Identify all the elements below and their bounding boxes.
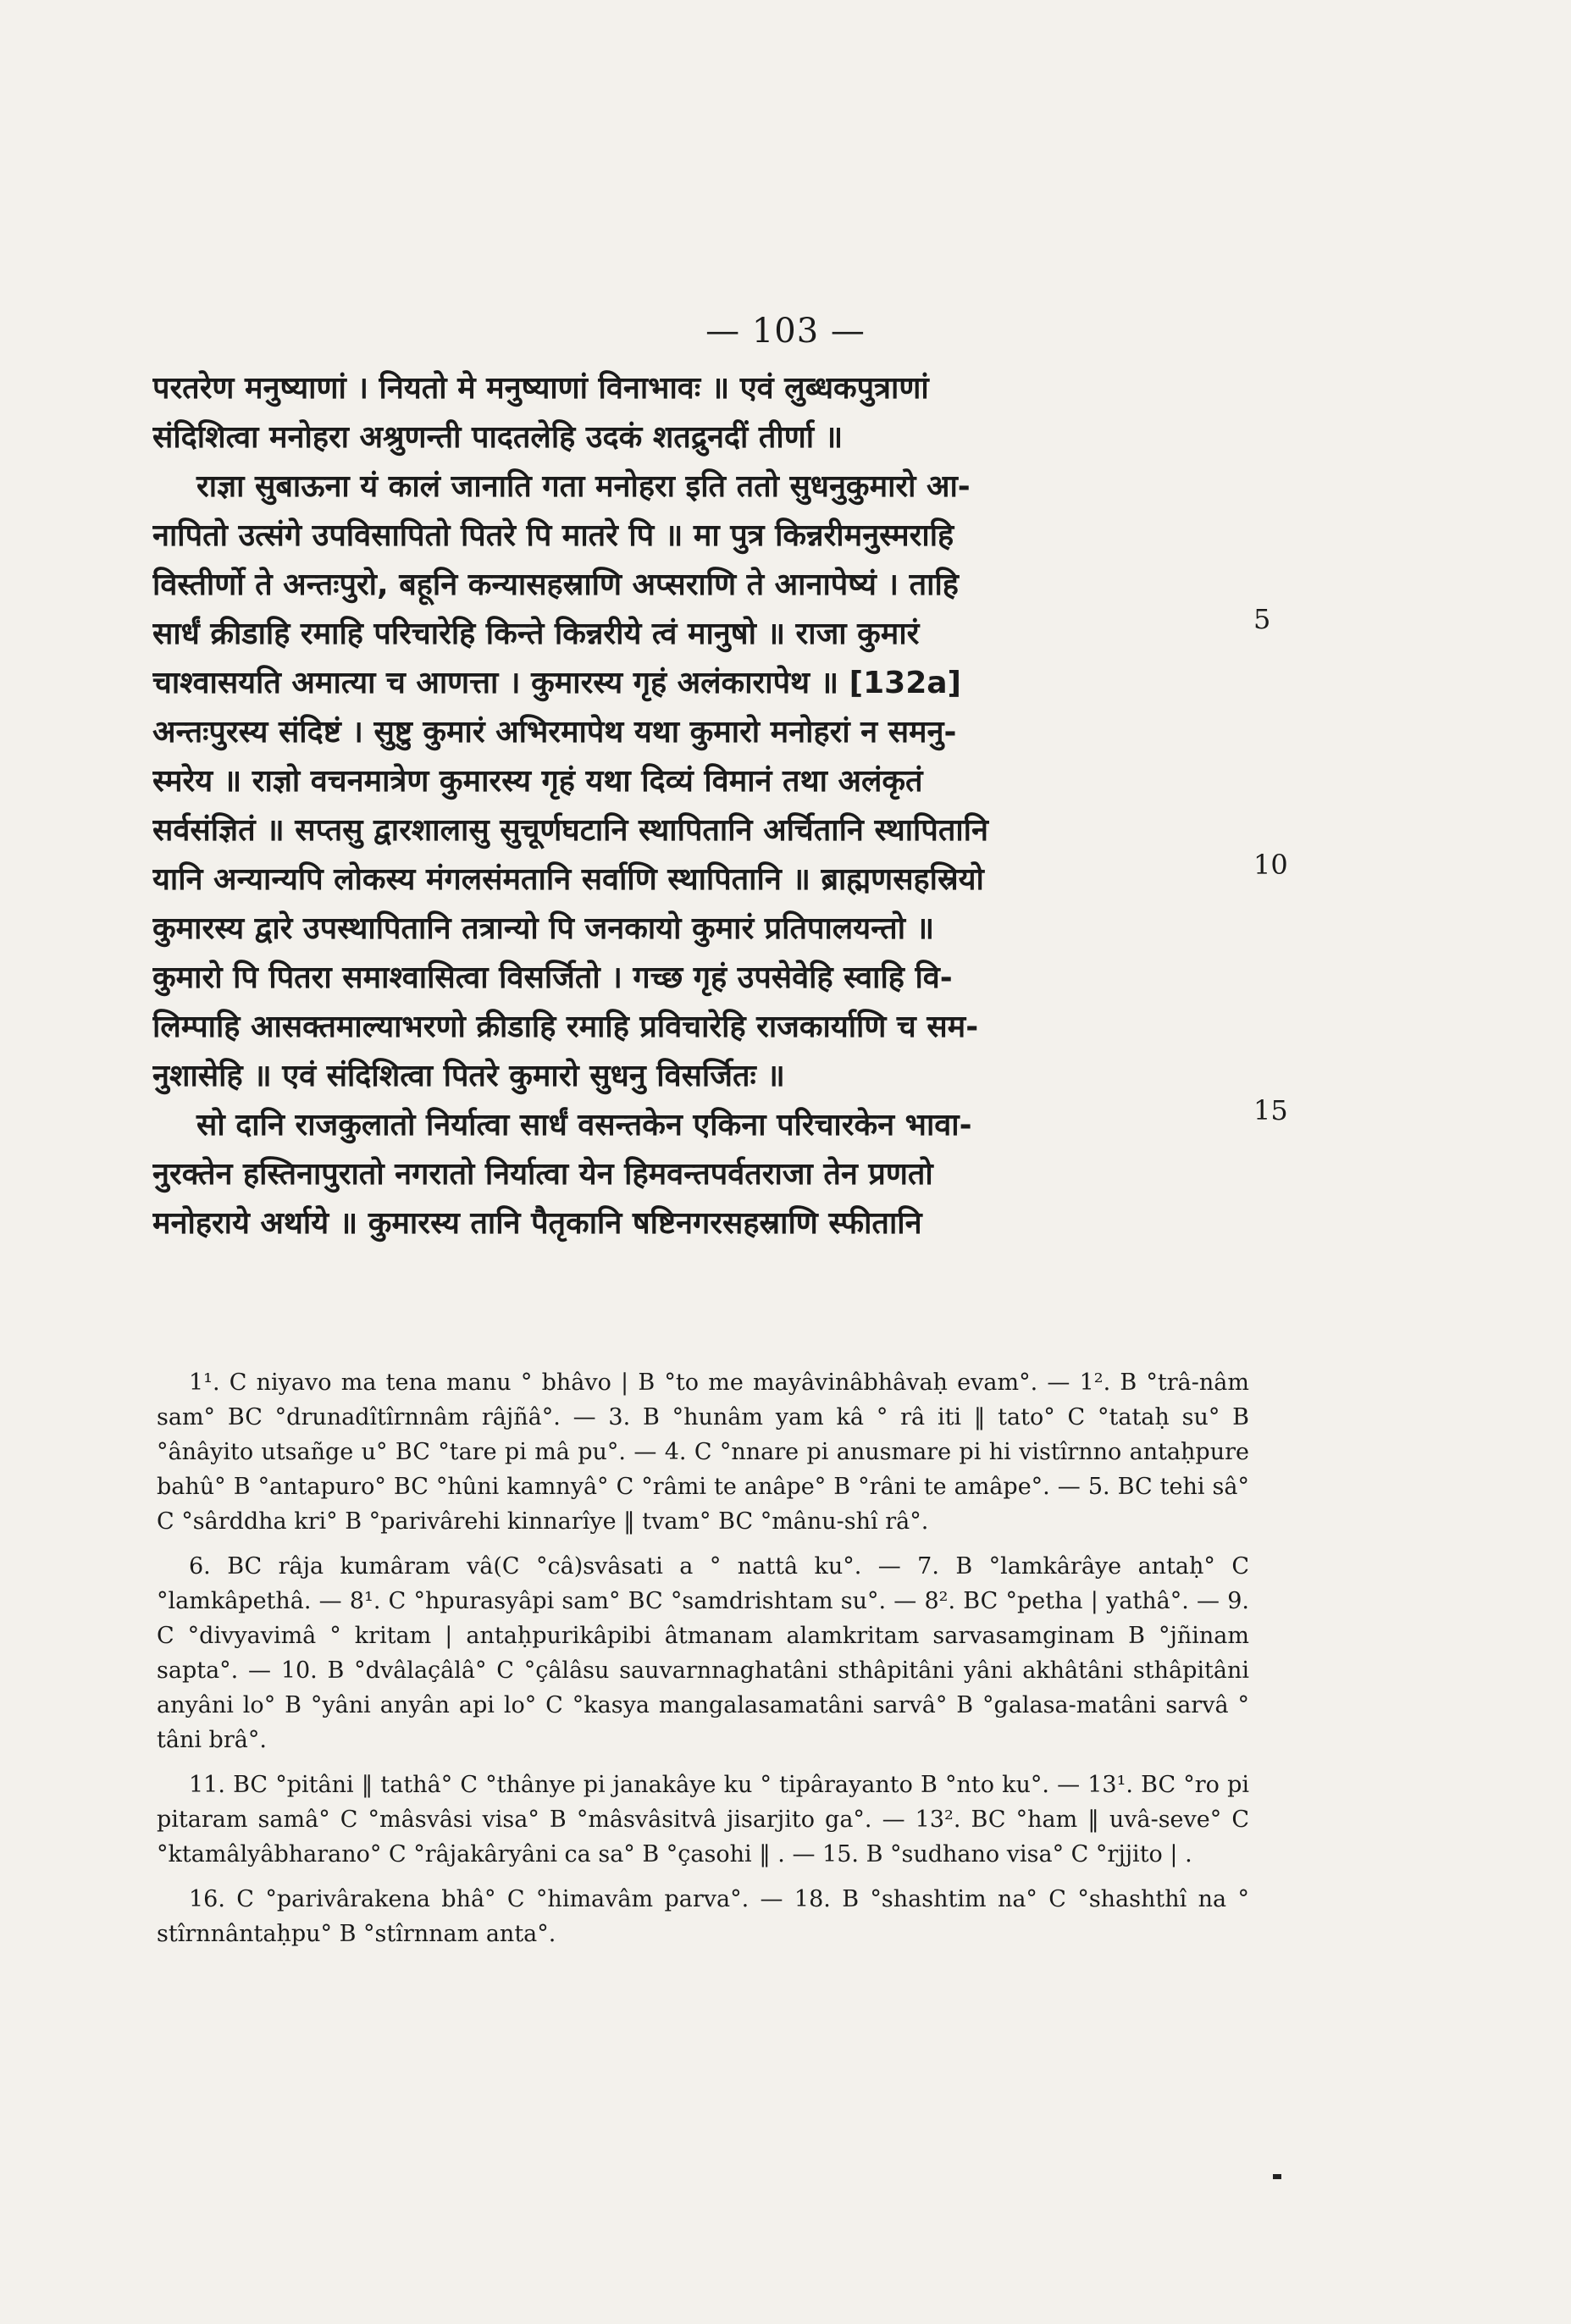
text-line: संदिशित्वा मनोहरा अश्रुणन्ती पादतलेहि उदकं शतद्रुनदीं तीर्णा ॥ <box>152 420 844 455</box>
footnote-paragraph: 6. BC râja kumâram vâ(C °câ)svâsati a ° nattâ ku°. — 7. B °lamkârâye antaḥ° C °lamkâpethâ. — 8¹. C °hpurasyâpi sam° BC °samdrishtam su°. — 8². BC °petha | yathâ°. — 9. C °divyavimâ ° kritam | antaḥpurikâpibi âtmanam alamkritam sarvasamginam B °jñinam sapta°. — 10. B °dvâlaçâlâ° C °çâlâsu sauvarnnaghatâni sthâpitâni yâni akhâtâni sthâpitâni anyâni lo° B °yâni anyân api lo° C °kasya mangalasamatâni sarvâ° B °galasa-matâni sarvâ ° tâni brâ°. <box>157 1553 1249 1753</box>
footnote-paragraph: 1¹. C niyavo ma tena manu ° bhâvo | B °to me mayâvinâbhâvaḥ evam°. — 1². B °trâ-nâm sam° BC °drunadîtîrnnâm râjñâ°. — 3. B °hunâm yam kâ ° râ iti ‖ tato° C °tataḥ su° B °ânâyito utsañge u° BC °tare pi mâ pu°. — 4. C °nnare pi anusmare pi hi vistîrnno antaḥpure bahû° B °antapuro° BC °hûni kamnyâ° C °râmi te anâpe° B °râni te amâpe°. — 5. BC tehi sâ° C °sârddha kri° B °parivârehi kinnarîye ‖ tvam° BC °mânu-shî râ°. <box>157 1370 1249 1535</box>
sanskrit-main-text <box>152 364 1253 1248</box>
text-line: नापितो उत्संगे उपविसापितो पितरे पि मातरे पि ॥ मा पुत्र किन्नरीमनुस्मराहि <box>152 518 954 553</box>
text-line: लिम्पाहि आसक्तमाल्याभरणो क्रीडाहि रमाहि प्रविचारेहि राजकार्याणि च सम- <box>152 1010 979 1044</box>
page-number: — 103 — <box>705 312 866 351</box>
text-line: सर्वसंज्ञितं ॥ सप्तसु द्वारशालासु सुचूर्णघटानि स्थापितानि अर्चितानि स्थापितानि <box>152 813 988 848</box>
text-line: कुमारो पि पितरा समाश्वासित्वा विसर्जितो । गच्छ गृहं उपसेवेहि स्वाहि वि- <box>152 960 953 995</box>
text-line: कुमारस्य द्वारे उपस्थापितानि तत्रान्यो पि जनकायो कुमारं प्रतिपालयन्तो ॥ <box>152 911 935 946</box>
ink-mark <box>1273 2174 1281 2179</box>
text-line: मनोहराये अर्थाये ॥ कुमारस्य तानि पैतृकानि षष्टिनगरसहस्राणि स्फीतानि <box>152 1206 922 1241</box>
text-line: नुरक्तेन हस्तिनापुरातो नगरातो निर्यात्वा येन हिमवन्तपर्वतराजा तेन प्रणतो <box>152 1157 933 1192</box>
text-line: सो दानि राजकुलातो निर्यात्वा सार्धं वसन्तकेन एकिना परिचारकेन भावा- <box>196 1108 972 1143</box>
margin-line-number: 5 <box>1253 603 1271 635</box>
text-line: विस्तीर्णो ते अन्तःपुरो, बहूनि कन्यासहस्राणि अप्सराणि ते आनापेष्यं । ताहि <box>152 567 959 602</box>
text-line: परतरेण मनुष्याणां । नियतो मे मनुष्याणां विनाभावः ॥ एवं लुब्धकपुत्राणां <box>152 371 929 406</box>
margin-line-number: 10 <box>1253 849 1288 881</box>
text-line: चाश्वासयति अमात्या च आणत्ता । कुमारस्य गृहं अलंकारापेथ ॥ [132a] <box>152 666 961 700</box>
text-line: सार्धं क्रीडाहि रमाहि परिचारेहि किन्ते किन्नरीये त्वं मानुषो ॥ राजा कुमारं <box>152 617 920 651</box>
margin-line-number: 15 <box>1253 1094 1288 1126</box>
critical-apparatus <box>157 1365 1249 1962</box>
text-line: अन्तःपुरस्य संदिष्टं । सुष्टु कुमारं अभिरमापेथ यथा कुमारो मनोहरां न समनु- <box>152 715 957 750</box>
text-line: यानि अन्यान्यपि लोकस्य मंगलसंमतानि सर्वाणि स्थापितानि ॥ ब्राह्मणसहस्रियो <box>152 862 984 897</box>
text-line: स्मरेय ॥ राज्ञो वचनमात्रेण कुमारस्य गृहं यथा दिव्यं विमानं तथा अलंकृतं <box>152 764 923 799</box>
text-line: नुशासेहि ॥ एवं संदिशित्वा पितरे कुमारो सुधनु विसर्जितः ॥ <box>152 1059 785 1093</box>
footnote-paragraph: 11. BC °pitâni ‖ tathâ° C °thânye pi janakâye ku ° tipârayanto B °nto ku°. — 13¹. BC °ro pi pitaram samâ° C °mâsvâsi visa° B °mâsvâsitvâ jisarjito ga°. — 13². BC °ham ‖ uvâ-seve° C °ktamâlyâbharano° C °râjakâryâni ca sa° B °çasohi ‖ . — 15. B °sudhano visa° C °rjjito | . <box>157 1772 1249 1868</box>
text-line: राज्ञा सुबाऊना यं कालं जानाति गता मनोहरा इति ततो सुधनुकुमारो आ- <box>196 469 971 504</box>
footnote-paragraph: 16. C °parivârakena bhâ° C °himavâm parva°. — 18. B °shashtim na° C °shashthî na ° stîrnnântaḥpu° B °stîrnnam anta°. <box>157 1886 1249 1947</box>
